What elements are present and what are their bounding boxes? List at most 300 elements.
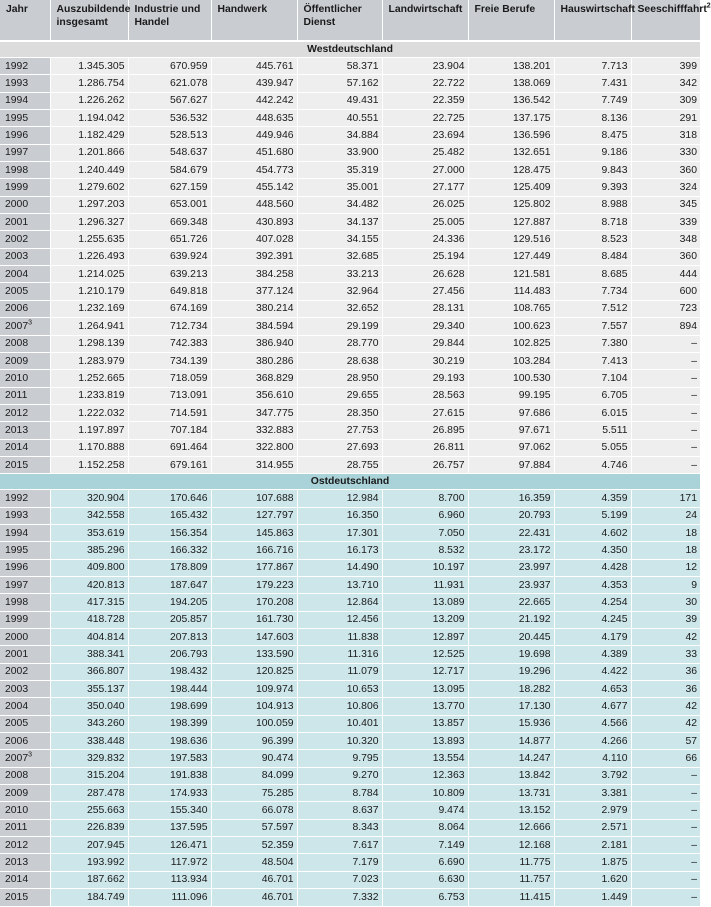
value-cell: 5.055	[554, 439, 631, 456]
value-cell: 6.960	[382, 507, 468, 524]
value-cell: 128.475	[468, 162, 554, 179]
year-cell	[0, 663, 50, 680]
value-cell: 13.770	[382, 698, 468, 715]
col-header-crafts: Handwerk	[211, 0, 297, 41]
value-cell: 177.867	[211, 559, 297, 576]
value-cell: 8.988	[554, 196, 631, 213]
value-cell: 28.950	[297, 370, 382, 387]
value-cell: 178.809	[128, 559, 211, 576]
value-cell: 1.286.754	[50, 75, 128, 92]
value-cell: 7.104	[554, 370, 631, 387]
year-label: 1992	[5, 60, 29, 72]
value-cell: 25.194	[382, 248, 468, 265]
value-cell: 1.283.979	[50, 352, 128, 369]
value-cell: 29.199	[297, 318, 382, 335]
value-cell: 734.139	[128, 352, 211, 369]
value-cell: 386.940	[211, 335, 297, 352]
value-cell: 1.233.819	[50, 387, 128, 404]
value-cell: 329.832	[50, 750, 128, 767]
value-cell: 29.655	[297, 387, 382, 404]
value-cell: 90.474	[211, 750, 297, 767]
value-cell: 26.811	[382, 439, 468, 456]
value-cell: 187.647	[128, 576, 211, 593]
year-label: 2014	[5, 874, 29, 886]
value-cell: 7.617	[297, 837, 382, 854]
value-cell: 713.091	[128, 387, 211, 404]
year-cell	[0, 750, 50, 767]
year-label: 2002	[5, 666, 29, 678]
value-cell: 147.603	[211, 629, 297, 646]
value-cell: 8.532	[382, 542, 468, 559]
value-cell: 584.679	[128, 162, 211, 179]
value-cell: 13.554	[382, 750, 468, 767]
year-cell	[0, 733, 50, 750]
value-cell: 138.201	[468, 58, 554, 75]
value-cell: 174.933	[128, 785, 211, 802]
year-label: 2005	[5, 718, 29, 730]
value-cell: 108.765	[468, 300, 554, 317]
value-cell: 420.813	[50, 576, 128, 593]
value-cell: 25.482	[382, 144, 468, 161]
value-cell: 287.478	[50, 785, 128, 802]
value-cell: 13.857	[382, 715, 468, 732]
value-cell: 12.897	[382, 629, 468, 646]
footnote-marker: 2	[706, 2, 711, 10]
value-cell: 255.663	[50, 802, 128, 819]
value-cell: 127.449	[468, 248, 554, 265]
value-cell: 1.222.032	[50, 404, 128, 421]
table-body	[0, 41, 700, 906]
year-cell	[0, 179, 50, 196]
value-cell: 449.946	[211, 127, 297, 144]
year-cell	[0, 162, 50, 179]
value-cell: 10.197	[382, 559, 468, 576]
value-cell: 1.152.258	[50, 456, 128, 473]
value-cell: 16.359	[468, 490, 554, 507]
value-cell: 4.350	[554, 542, 631, 559]
year-label: 2006	[5, 735, 29, 747]
table-row	[0, 542, 700, 559]
value-cell: 136.542	[468, 92, 554, 109]
value-cell: 653.001	[128, 196, 211, 213]
value-cell: 6.015	[554, 404, 631, 421]
value-cell: 27.177	[382, 179, 468, 196]
value-cell: 99.195	[468, 387, 554, 404]
value-cell: 407.028	[211, 231, 297, 248]
table-row	[0, 110, 700, 127]
value-cell: 12.666	[468, 819, 554, 836]
value-cell: 137.175	[468, 110, 554, 127]
value-cell: 348	[631, 231, 700, 248]
year-cell	[0, 715, 50, 732]
value-cell: 28.638	[297, 352, 382, 369]
value-cell: 23.997	[468, 559, 554, 576]
value-cell: 191.838	[128, 767, 211, 784]
value-cell: 58.371	[297, 58, 382, 75]
table-row	[0, 352, 700, 369]
value-cell: 1.182.429	[50, 127, 128, 144]
value-cell: 8.484	[554, 248, 631, 265]
year-label: 2015	[5, 459, 29, 471]
value-cell: 226.839	[50, 819, 128, 836]
value-cell: 360	[631, 248, 700, 265]
value-cell: 33.213	[297, 266, 382, 283]
value-cell: 448.635	[211, 110, 297, 127]
value-cell: 345	[631, 196, 700, 213]
value-cell: 377.124	[211, 283, 297, 300]
table-row	[0, 422, 700, 439]
value-cell: 9.795	[297, 750, 382, 767]
table-row	[0, 300, 700, 317]
value-cell: 16.350	[297, 507, 382, 524]
value-cell: 639.924	[128, 248, 211, 265]
value-cell: 691.464	[128, 439, 211, 456]
year-label: 2007	[5, 320, 29, 332]
value-cell: 23.694	[382, 127, 468, 144]
table-row	[0, 837, 700, 854]
value-cell: 7.734	[554, 283, 631, 300]
value-cell: 34.884	[297, 127, 382, 144]
value-cell: 12.525	[382, 646, 468, 663]
value-cell: 100.530	[468, 370, 554, 387]
value-cell: 718.059	[128, 370, 211, 387]
value-cell: 207.813	[128, 629, 211, 646]
table-row	[0, 179, 700, 196]
value-cell: 9.186	[554, 144, 631, 161]
value-cell: 380.214	[211, 300, 297, 317]
value-cell: 11.079	[297, 663, 382, 680]
value-cell: 19.698	[468, 646, 554, 663]
value-cell: –	[631, 767, 700, 784]
value-cell: 197.583	[128, 750, 211, 767]
value-cell: 384.258	[211, 266, 297, 283]
value-cell: 8.475	[554, 127, 631, 144]
table-row	[0, 819, 700, 836]
year-label: 1995	[5, 112, 29, 124]
value-cell: 4.602	[554, 524, 631, 541]
value-cell: 138.069	[468, 75, 554, 92]
value-cell: 12.717	[382, 663, 468, 680]
table-row	[0, 404, 700, 421]
table-row	[0, 283, 700, 300]
value-cell: 27.000	[382, 162, 468, 179]
year-label: 2006	[5, 303, 29, 315]
year-label: 1999	[5, 182, 29, 194]
year-cell	[0, 542, 50, 559]
value-cell: 8.343	[297, 819, 382, 836]
table-row	[0, 715, 700, 732]
table-row	[0, 370, 700, 387]
value-cell: 184.749	[50, 889, 128, 906]
table-row	[0, 854, 700, 871]
year-cell	[0, 681, 50, 698]
year-label: 1997	[5, 579, 29, 591]
value-cell: 1.170.888	[50, 439, 128, 456]
year-label: 2008	[5, 770, 29, 782]
table-row	[0, 162, 700, 179]
value-cell: 11.775	[468, 854, 554, 871]
value-cell: 9	[631, 576, 700, 593]
value-cell: 669.348	[128, 214, 211, 231]
value-cell: 28.770	[297, 335, 382, 352]
value-cell: 103.284	[468, 352, 554, 369]
value-cell: 27.753	[297, 422, 382, 439]
value-cell: 1.214.025	[50, 266, 128, 283]
value-cell: 66	[631, 750, 700, 767]
value-cell: 392.391	[211, 248, 297, 265]
year-label: 2010	[5, 805, 29, 817]
value-cell: 714.591	[128, 404, 211, 421]
value-cell: 113.934	[128, 871, 211, 888]
value-cell: 548.637	[128, 144, 211, 161]
value-cell: 6.630	[382, 871, 468, 888]
value-cell: 13.209	[382, 611, 468, 628]
value-cell: 102.825	[468, 335, 554, 352]
value-cell: 291	[631, 110, 700, 127]
value-cell: 27.615	[382, 404, 468, 421]
value-cell: 418.728	[50, 611, 128, 628]
value-cell: 342.558	[50, 507, 128, 524]
value-cell: 8.685	[554, 266, 631, 283]
year-cell	[0, 231, 50, 248]
year-cell	[0, 335, 50, 352]
value-cell: 13.152	[468, 802, 554, 819]
value-cell: 600	[631, 283, 700, 300]
value-cell: 314.955	[211, 456, 297, 473]
table-row	[0, 318, 700, 335]
value-cell: 28.755	[297, 456, 382, 473]
value-cell: 46.701	[211, 871, 297, 888]
value-cell: 621.078	[128, 75, 211, 92]
value-cell: 454.773	[211, 162, 297, 179]
value-cell: 23.172	[468, 542, 554, 559]
value-cell: 26.025	[382, 196, 468, 213]
col-header-year: Jahr	[0, 0, 50, 41]
value-cell: 674.169	[128, 300, 211, 317]
value-cell: 187.662	[50, 871, 128, 888]
value-cell: 11.757	[468, 871, 554, 888]
value-cell: 10.809	[382, 785, 468, 802]
year-cell	[0, 318, 50, 335]
table-row	[0, 231, 700, 248]
value-cell: 11.838	[297, 629, 382, 646]
value-cell: 7.149	[382, 837, 468, 854]
col-header-maritime	[631, 0, 711, 41]
value-cell: 451.680	[211, 144, 297, 161]
value-cell: –	[631, 802, 700, 819]
value-cell: 32.652	[297, 300, 382, 317]
year-cell	[0, 214, 50, 231]
value-cell: –	[631, 819, 700, 836]
value-cell: 20.445	[468, 629, 554, 646]
value-cell: 1.297.203	[50, 196, 128, 213]
year-label: 1994	[5, 95, 29, 107]
year-cell	[0, 576, 50, 593]
year-cell	[0, 646, 50, 663]
value-cell: 670.959	[128, 58, 211, 75]
year-cell	[0, 871, 50, 888]
value-cell: 4.428	[554, 559, 631, 576]
year-cell	[0, 404, 50, 421]
value-cell: 318	[631, 127, 700, 144]
value-cell: 1.194.042	[50, 110, 128, 127]
value-cell: –	[631, 352, 700, 369]
value-cell: 8.700	[382, 490, 468, 507]
value-cell: 442.242	[211, 92, 297, 109]
value-cell: 7.380	[554, 335, 631, 352]
year-label: 2002	[5, 234, 29, 246]
value-cell: 125.409	[468, 179, 554, 196]
value-cell: 36	[631, 681, 700, 698]
value-cell: 6.705	[554, 387, 631, 404]
value-cell: 22.665	[468, 594, 554, 611]
value-cell: 28.563	[382, 387, 468, 404]
year-cell	[0, 300, 50, 317]
value-cell: 5.199	[554, 507, 631, 524]
value-cell: 347.775	[211, 404, 297, 421]
table-row	[0, 248, 700, 265]
year-label: 1994	[5, 527, 29, 539]
value-cell: 49.431	[297, 92, 382, 109]
year-cell	[0, 58, 50, 75]
value-cell: 207.945	[50, 837, 128, 854]
value-cell: 16.173	[297, 542, 382, 559]
value-cell: 22.359	[382, 92, 468, 109]
year-cell	[0, 110, 50, 127]
value-cell: –	[631, 439, 700, 456]
value-cell: 52.359	[211, 837, 297, 854]
value-cell: 25.005	[382, 214, 468, 231]
value-cell: 13.842	[468, 767, 554, 784]
value-cell: 7.557	[554, 318, 631, 335]
value-cell: 198.444	[128, 681, 211, 698]
value-cell: –	[631, 370, 700, 387]
value-cell: 137.595	[128, 819, 211, 836]
value-cell: 368.829	[211, 370, 297, 387]
value-cell: 12	[631, 559, 700, 576]
value-cell: –	[631, 837, 700, 854]
section-header	[0, 41, 700, 58]
value-cell: 42	[631, 629, 700, 646]
value-cell: 111.096	[128, 889, 211, 906]
value-cell: 12.984	[297, 490, 382, 507]
year-label: 1998	[5, 596, 29, 608]
table-row	[0, 75, 700, 92]
year-label: 1998	[5, 164, 29, 176]
value-cell: 355.137	[50, 681, 128, 698]
value-cell: 350.040	[50, 698, 128, 715]
value-cell: 324	[631, 179, 700, 196]
value-cell: 7.749	[554, 92, 631, 109]
value-cell: 322.800	[211, 439, 297, 456]
value-cell: 2.571	[554, 819, 631, 836]
value-cell: 179.223	[211, 576, 297, 593]
table-row	[0, 750, 700, 767]
year-cell	[0, 490, 50, 507]
table-row	[0, 785, 700, 802]
year-label: 2011	[5, 822, 28, 834]
value-cell: 136.596	[468, 127, 554, 144]
value-cell: 5.511	[554, 422, 631, 439]
col-header-maritime-label: Seeschifffahrt	[637, 4, 707, 15]
table-row	[0, 144, 700, 161]
value-cell: 7.512	[554, 300, 631, 317]
value-cell: 42	[631, 715, 700, 732]
value-cell: 100.623	[468, 318, 554, 335]
year-label: 2015	[5, 891, 29, 903]
value-cell: 23.904	[382, 58, 468, 75]
year-cell	[0, 92, 50, 109]
year-label: 1996	[5, 562, 29, 574]
value-cell: 4.179	[554, 629, 631, 646]
year-cell	[0, 370, 50, 387]
value-cell: 4.566	[554, 715, 631, 732]
value-cell: 2.979	[554, 802, 631, 819]
value-cell: 26.895	[382, 422, 468, 439]
value-cell: 27.456	[382, 283, 468, 300]
table-row	[0, 196, 700, 213]
value-cell: 388.341	[50, 646, 128, 663]
value-cell: 129.516	[468, 231, 554, 248]
year-cell	[0, 819, 50, 836]
year-label: 2004	[5, 268, 29, 280]
value-cell: 22.722	[382, 75, 468, 92]
year-label: 2012	[5, 839, 29, 851]
value-cell: 342	[631, 75, 700, 92]
value-cell: 26.757	[382, 456, 468, 473]
value-cell: 206.793	[128, 646, 211, 663]
value-cell: 205.857	[128, 611, 211, 628]
year-cell	[0, 767, 50, 784]
value-cell: 366.807	[50, 663, 128, 680]
value-cell: 36	[631, 663, 700, 680]
table-row	[0, 646, 700, 663]
value-cell: 380.286	[211, 352, 297, 369]
value-cell: 127.797	[211, 507, 297, 524]
value-cell: 1.449	[554, 889, 631, 906]
value-cell: 742.383	[128, 335, 211, 352]
value-cell: 18	[631, 524, 700, 541]
table-row	[0, 127, 700, 144]
value-cell: 445.761	[211, 58, 297, 75]
value-cell: –	[631, 889, 700, 906]
value-cell: 34.155	[297, 231, 382, 248]
value-cell: 384.594	[211, 318, 297, 335]
value-cell: 194.205	[128, 594, 211, 611]
year-label: 1999	[5, 614, 29, 626]
value-cell: 32.685	[297, 248, 382, 265]
value-cell: 11.415	[468, 889, 554, 906]
table-row	[0, 214, 700, 231]
value-cell: 309	[631, 92, 700, 109]
value-cell: 46.701	[211, 889, 297, 906]
value-cell: 33	[631, 646, 700, 663]
value-cell: 14.247	[468, 750, 554, 767]
value-cell: –	[631, 335, 700, 352]
value-cell: 417.315	[50, 594, 128, 611]
value-cell: 57	[631, 733, 700, 750]
footnote-marker: 3	[28, 319, 33, 327]
value-cell: 679.161	[128, 456, 211, 473]
value-cell: 28.350	[297, 404, 382, 421]
value-cell: 12.456	[297, 611, 382, 628]
value-cell: 10.320	[297, 733, 382, 750]
table-row	[0, 92, 700, 109]
value-cell: 120.825	[211, 663, 297, 680]
value-cell: –	[631, 422, 700, 439]
year-label: 2007	[5, 753, 29, 765]
value-cell: 97.686	[468, 404, 554, 421]
